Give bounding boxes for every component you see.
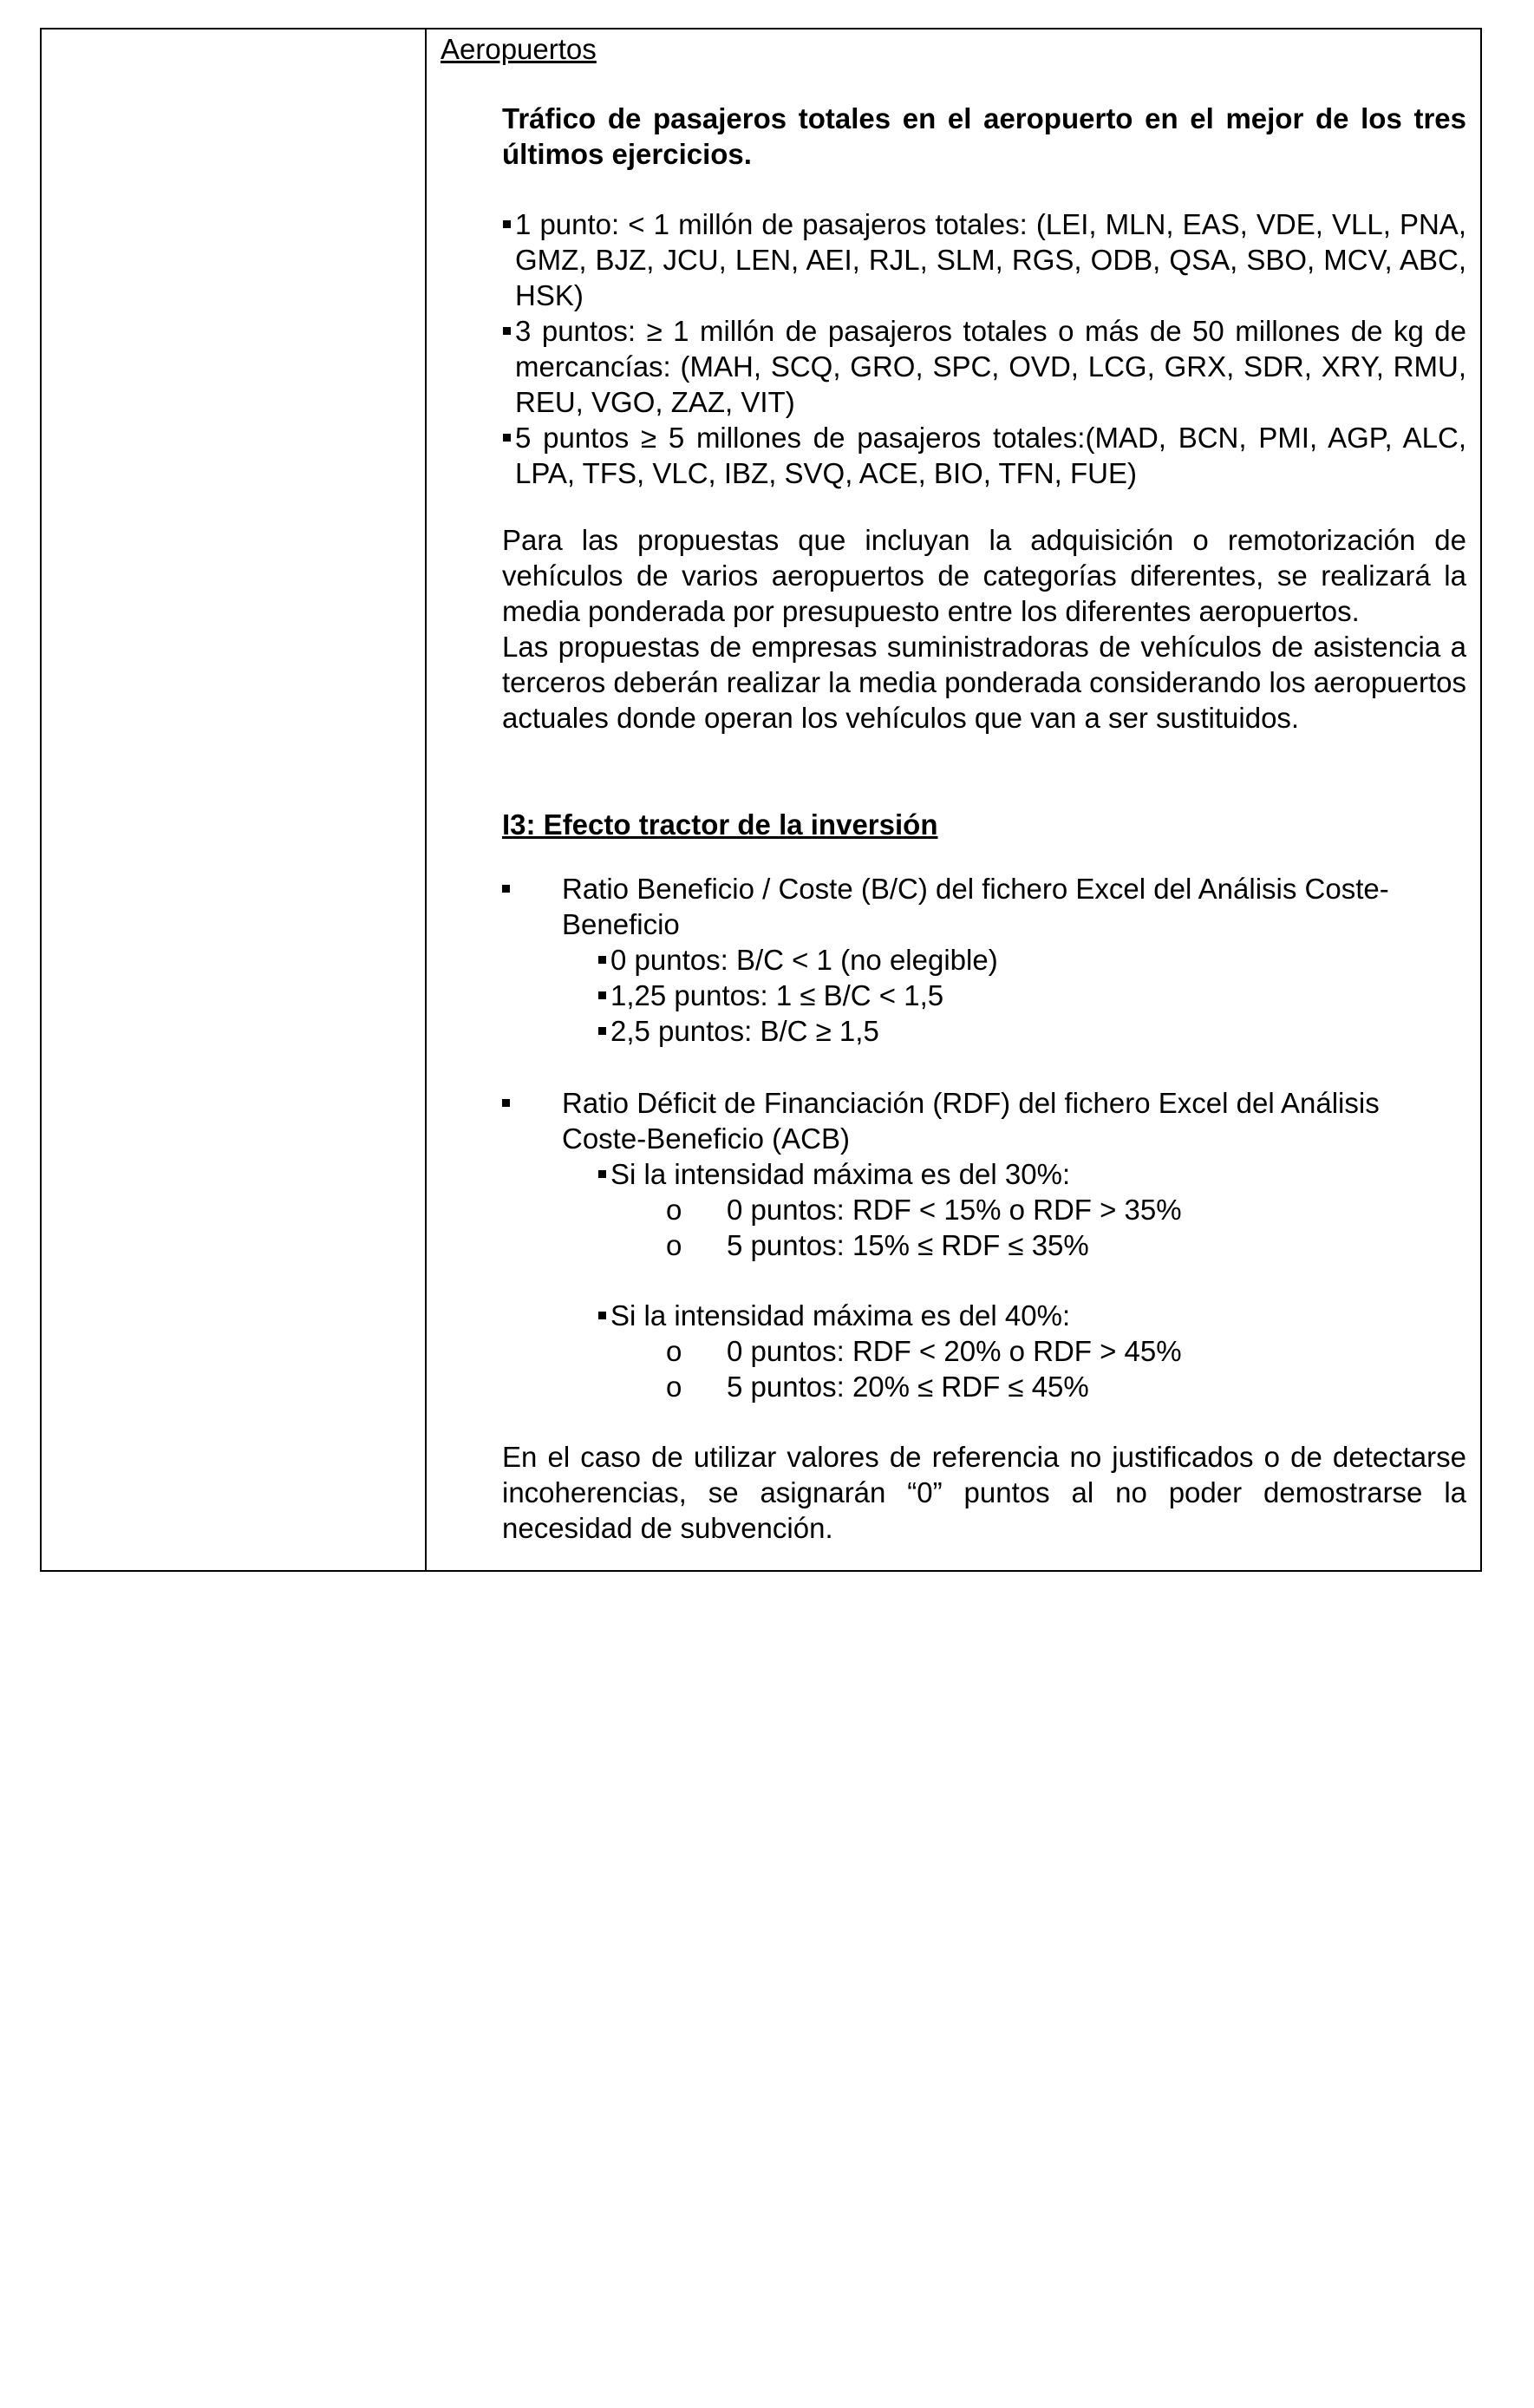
i3-heading: I3: Efecto tractor de la inversión (502, 808, 938, 841)
criteria-table (40, 28, 1482, 1572)
list-item: o 0 puntos: RDF < 15% o RDF > 35% (666, 1194, 1182, 1226)
circle-bullet-icon: o (666, 1371, 682, 1403)
list-item: o 0 puntos: RDF < 20% o RDF > 45% (666, 1335, 1182, 1367)
traffic-list (515, 206, 1466, 491)
list-item: 2,5 puntos: B/C ≥ 1,5 (610, 1013, 1466, 1049)
bc-options (610, 942, 1466, 1049)
rdf-ratio-label: Ratio Déficit de Financiación (RDF) del fichero Excel del Análisis Coste-Beneficio (ACB) (562, 1087, 1380, 1155)
section-title: Aeropuertos (441, 33, 597, 65)
list-item: 5 puntos ≥ 5 millones de pasajeros totales:(MAD, BCN, PMI, AGP, ALC, LPA, TFS, VLC, IBZ, SVQ, ACE, BIO, TFN, FUE) (515, 420, 1466, 491)
square-bullet-icon (598, 1027, 606, 1035)
square-bullet-icon (598, 956, 606, 964)
square-bullet-icon (598, 991, 606, 999)
circle-bullet-icon: o (666, 1229, 682, 1261)
list-item: o 5 puntos: 15% ≤ RDF ≤ 35% (666, 1229, 1089, 1261)
list-item: 0 puntos: B/C < 1 (no elegible) (610, 942, 1466, 978)
list-item: 1 punto: < 1 millón de pasajeros totales: (LEI, MLN, EAS, VDE, VLL, PNA, GMZ, BJZ, JCU, LEN, AEI, RJL, SLM, RGS, ODB, QSA, SBO, MCV, ABC, HSK) (515, 206, 1466, 313)
square-bullet-icon (503, 220, 511, 228)
list-item: 3 puntos: ≥ 1 millón de pasajeros totales o más de 50 millones de kg de mercancías: (MAH, SCQ, GRO, SPC, OVD, LCG, GRX, SDR, XRY, RMU, REU, VGO, ZAZ, VIT) (515, 313, 1466, 420)
square-bullet-icon (502, 1099, 510, 1107)
rdf-group-40-options (666, 1333, 1466, 1404)
circle-bullet-icon: o (666, 1194, 682, 1226)
square-bullet-icon (598, 1170, 606, 1178)
square-bullet-icon (502, 885, 510, 893)
circle-bullet-icon: o (666, 1335, 682, 1367)
rdf-group-30: Si la intensidad máxima es del 30%: (610, 1156, 1466, 1192)
paragraph-weighted-average: Para las propuestas que incluyan la adquisición o remotorización de vehículos de varios aeropuertos de categorías diferentes, se realizará la media ponderada por presupuesto entre los diferentes aeropuertos. (502, 524, 1466, 627)
rdf-group-30-options (666, 1192, 1466, 1263)
square-bullet-icon (503, 434, 511, 442)
traffic-heading: Tráfico de pasajeros totales en el aeropuerto en el mejor de los tres últimos ejercicios. (502, 102, 1466, 170)
list-item: o 5 puntos: 20% ≤ RDF ≤ 45% (666, 1371, 1089, 1403)
square-bullet-icon (503, 327, 511, 335)
paragraph-third-party-suppliers: Las propuestas de empresas suministradoras de vehículos de asistencia a terceros deberán realizar la media ponderada considerando los aeropuertos actuales donde operan los vehículos que van a ser sustituidos. (502, 631, 1466, 734)
closing-paragraph: En el caso de utilizar valores de referencia no justificados o de detectarse incoherencias, se asignarán “0” puntos al no poder demostrarse la necesidad de subvención. (502, 1441, 1466, 1544)
bc-ratio-label: Ratio Beneficio / Coste (B/C) del fichero Excel del Análisis Coste-Beneficio (562, 873, 1389, 940)
column-divider (425, 29, 427, 1570)
square-bullet-icon (598, 1312, 606, 1319)
rdf-group-40: Si la intensidad máxima es del 40%: (610, 1298, 1466, 1333)
list-item: 1,25 puntos: 1 ≤ B/C < 1,5 (610, 978, 1466, 1013)
